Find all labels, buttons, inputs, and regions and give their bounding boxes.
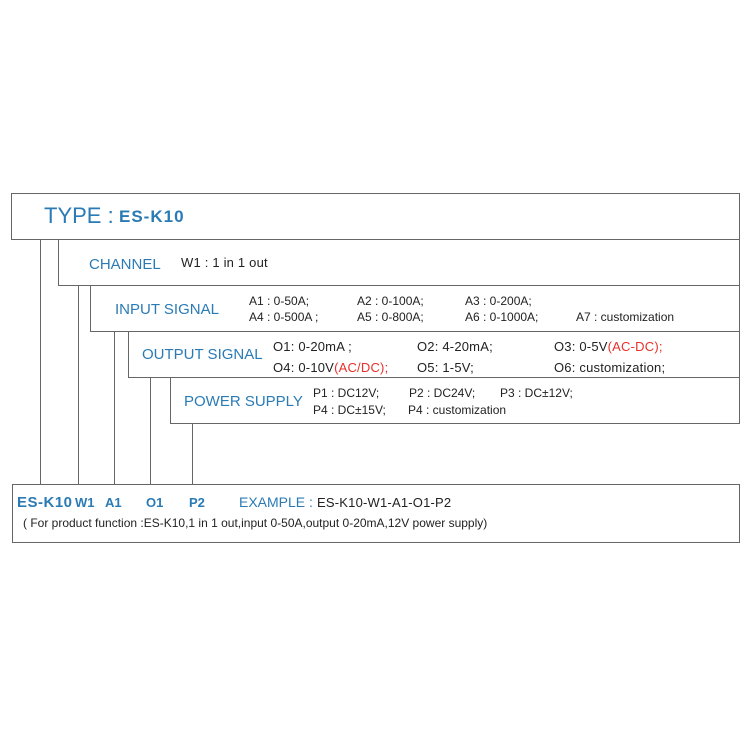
example-value: ES-K10-W1-A1-O1-P2 [317, 495, 452, 510]
channel-w1: W1 : 1 in 1 out [181, 255, 268, 270]
power-p4: P4 : DC±15V; [313, 403, 386, 417]
type-model: ES-K10 [119, 207, 185, 226]
output-o3 [554, 339, 663, 354]
channel-label: CHANNEL [89, 256, 161, 273]
output-o4 [273, 360, 388, 375]
example-code-p2: P2 [189, 495, 205, 510]
channel-box [58, 239, 740, 286]
connector-line-type [40, 239, 41, 485]
input-a6: A6 : 0-1000A; [465, 310, 539, 324]
output-signal-label: OUTPUT SIGNAL [142, 346, 263, 363]
power-p2: P2 : DC24V; [409, 386, 476, 400]
type-prefix: TYPE : [44, 203, 114, 228]
output-o4-value: O4: 0-10V [273, 360, 335, 375]
input-a4: A4 : 0-500A ; [249, 310, 319, 324]
example-label: EXAMPLE : [239, 494, 313, 510]
connector-line-output [150, 377, 151, 485]
example-code-o1: O1 [146, 495, 164, 510]
example-note: ( For product function :ES-K10,1 in 1 out,input 0-50A,output 0-20mA,12V power supply) [23, 516, 488, 530]
power-supply-box [170, 377, 740, 424]
example-box [12, 484, 740, 543]
output-o4-acdc: (AC/DC); [334, 360, 389, 375]
connector-line-input [114, 331, 115, 485]
power-p1: P1 : DC12V; [313, 386, 380, 400]
output-o1: O1: 0-20mA ; [273, 339, 352, 354]
output-o3-value: O3: 0-5V [554, 339, 608, 354]
output-o3-acdc: (AC-DC); [607, 339, 663, 354]
power-supply-label: POWER SUPPLY [184, 393, 303, 410]
connector-line-channel [78, 285, 79, 485]
input-a3: A3 : 0-200A; [465, 294, 532, 308]
type-box [11, 193, 740, 240]
input-signal-label: INPUT SIGNAL [115, 301, 219, 318]
power-p4-custom: P4 : customization [408, 403, 507, 417]
output-signal-box [128, 331, 740, 378]
example-code-a1: A1 [105, 495, 122, 510]
input-a5: A5 : 0-800A; [357, 310, 424, 324]
input-a2: A2 : 0-100A; [357, 294, 424, 308]
output-o6: O6: customization; [554, 360, 666, 375]
input-a1: A1 : 0-50A; [249, 294, 310, 308]
input-signal-box [90, 285, 740, 332]
input-a7: A7 : customization [576, 310, 675, 324]
power-p3: P3 : DC±12V; [500, 386, 573, 400]
output-o2: O2: 4-20mA; [417, 339, 493, 354]
example-model: ES-K10 [17, 494, 73, 511]
output-o5: O5: 1-5V; [417, 360, 474, 375]
connector-line-power [192, 423, 193, 485]
example-code-w1: W1 [75, 495, 95, 510]
